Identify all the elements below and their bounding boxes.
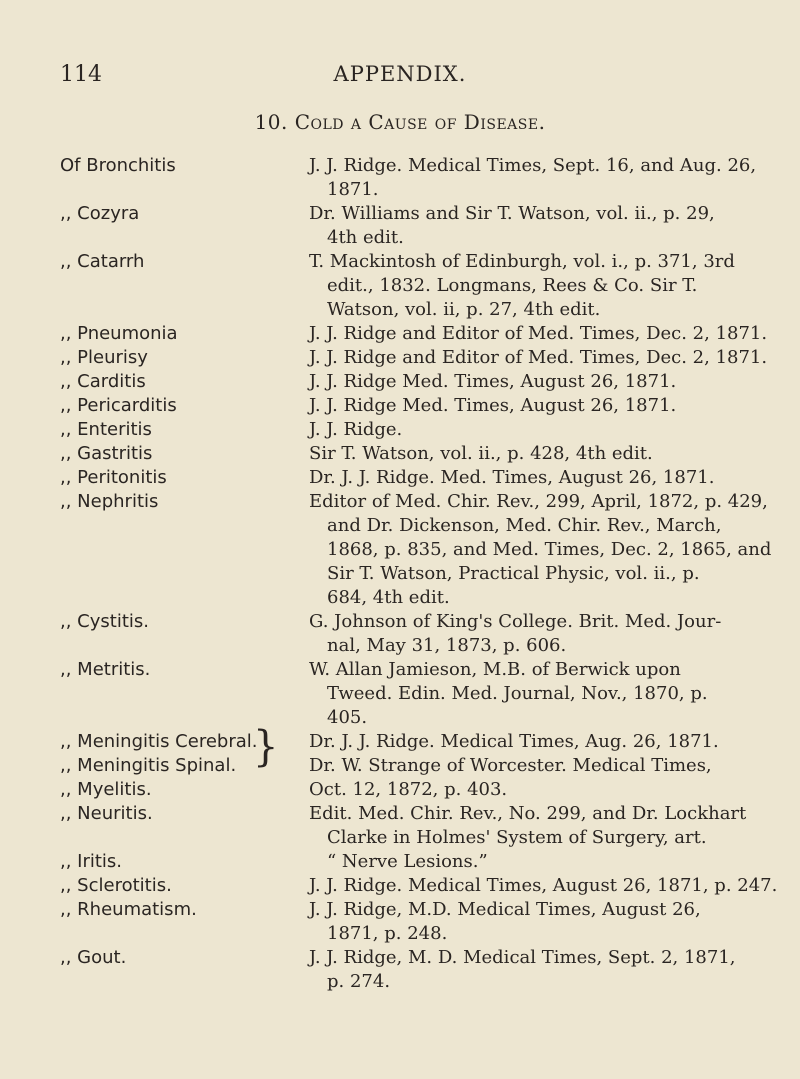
disease-label: ,, Rheumatism. <box>60 899 197 920</box>
citation-line: J. J. Ridge. Medical Times, August 26, 1871, p. 247. <box>309 875 778 896</box>
disease-label: ,, Pleurisy <box>60 347 148 368</box>
citation <box>309 394 744 418</box>
disease-label: ,, Sclerotitis. <box>60 875 172 896</box>
citation <box>309 490 772 610</box>
disease-label: ,, Nephritis <box>60 491 159 512</box>
citation-line: J. J. Ridge, M. D. Medical Times, Sept. 2, 1871, <box>309 947 736 968</box>
citation-line: Sir T. Watson, vol. ii., p. 428, 4th edit. <box>309 443 653 464</box>
page-number: 114 <box>60 62 102 87</box>
citation-line: Watson, vol. ii, p. 27, 4th edit. <box>327 299 601 320</box>
disease-label: ,, Catarrh <box>60 251 145 272</box>
disease-label: ,, Meningitis Cerebral. <box>60 731 258 752</box>
disease-label: ,, Meningitis Spinal. <box>60 755 237 776</box>
citation-line: 1871, p. 248. <box>327 923 448 944</box>
citation <box>309 202 744 250</box>
citation-line: Tweed. Edin. Med. Journal, Nov., 1870, p. <box>327 683 708 704</box>
citation-line: Editor of Med. Chir. Rev., 299, April, 1872, p. 429, <box>309 491 768 512</box>
citation-line: Dr. Williams and Sir T. Watson, vol. ii., p. 29, <box>309 203 715 224</box>
disease-label: ,, Peritonitis <box>60 467 167 488</box>
citation-line: J. J. Ridge. Medical Times, Sept. 16, and Aug. 26, <box>309 155 757 176</box>
citation <box>309 346 768 370</box>
citation <box>309 154 757 202</box>
citation-line: 405. <box>327 707 368 728</box>
citation-line: J. J. Ridge and Editor of Med. Times, Dec. 2, 1871. <box>309 323 768 344</box>
citation-line: edit., 1832. Longmans, Rees & Co. Sir T. <box>327 275 698 296</box>
running-head: APPENDIX. <box>333 62 467 86</box>
citation-line: Oct. 12, 1872, p. 403. <box>309 779 508 800</box>
citation <box>309 610 744 658</box>
disease-label: ,, Pneumonia <box>60 323 178 344</box>
citation-line: Dr. W. Strange of Worcester. Medical Times, <box>309 755 712 776</box>
citation <box>309 730 744 754</box>
citation <box>309 250 744 322</box>
citation <box>309 778 744 802</box>
citation-line: Clarke in Holmes' System of Surgery, art. <box>327 827 707 848</box>
citation-line: nal, May 31, 1873, p. 606. <box>327 635 567 656</box>
citation-line: J. J. Ridge and Editor of Med. Times, Dec. 2, 1871. <box>309 347 768 368</box>
citation-line: T. Mackintosh of Edinburgh, vol. i., p. 371, 3rd <box>309 251 735 272</box>
citation-line: 1868, p. 835, and Med. Times, Dec. 2, 1865, and <box>327 539 772 560</box>
citation <box>309 946 744 994</box>
citation-line: “ Nerve Lesions.” <box>327 851 488 872</box>
citation-line: p. 274. <box>327 971 391 992</box>
disease-label: ,, Neuritis. <box>60 803 153 824</box>
citation-line: G. Johnson of King's College. Brit. Med. Jour- <box>309 611 722 632</box>
disease-label: ,, Cystitis. <box>60 611 149 632</box>
citation <box>309 754 744 778</box>
citation-line: Dr. J. J. Ridge. Med. Times, August 26, 1871. <box>309 467 715 488</box>
citation-line: Edit. Med. Chir. Rev., No. 299, and Dr. Lockhart <box>309 803 747 824</box>
citation-line: J. J. Ridge. <box>309 419 403 440</box>
citation <box>309 322 768 346</box>
citation-line: J. J. Ridge Med. Times, August 26, 1871. <box>309 371 677 392</box>
citation <box>309 466 744 490</box>
disease-label: ,, Metritis. <box>60 659 151 680</box>
citation <box>309 658 744 730</box>
disease-label: ,, Gastritis <box>60 443 153 464</box>
disease-label: ,, Carditis <box>60 371 146 392</box>
brace-mark: } <box>253 722 279 772</box>
disease-label: ,, Gout. <box>60 947 127 968</box>
citation-line: 684, 4th edit. <box>327 587 450 608</box>
citation-line: J. J. Ridge Med. Times, August 26, 1871. <box>309 395 677 416</box>
citation-line: Dr. J. J. Ridge. Medical Times, Aug. 26, 1871. <box>309 731 719 752</box>
citation-line: W. Allan Jamieson, M.B. of Berwick upon <box>309 659 681 680</box>
section-title: 10. Cold a Cause of Disease. <box>254 110 546 134</box>
citation <box>309 442 744 466</box>
citation-line: Sir T. Watson, Practical Physic, vol. ii., p. <box>327 563 700 584</box>
citation <box>309 874 778 898</box>
citation-line: 4th edit. <box>327 227 404 248</box>
citation <box>309 370 744 394</box>
page-header <box>60 62 740 92</box>
citation <box>309 418 744 442</box>
citation-line: J. J. Ridge, M.D. Medical Times, August 26, <box>309 899 701 920</box>
disease-label: ,, Iritis. <box>60 851 123 872</box>
citation-line: 1871. <box>327 179 379 200</box>
citation-line: and Dr. Dickenson, Med. Chir. Rev., March, <box>327 515 722 536</box>
disease-label: ,, Enteritis <box>60 419 152 440</box>
disease-label: ,, Pericarditis <box>60 395 177 416</box>
disease-label: ,, Cozyra <box>60 203 140 224</box>
citation <box>309 802 747 874</box>
disease-label: ,, Myelitis. <box>60 779 152 800</box>
disease-label: Of Bronchitis <box>60 155 176 176</box>
citation <box>309 898 744 946</box>
